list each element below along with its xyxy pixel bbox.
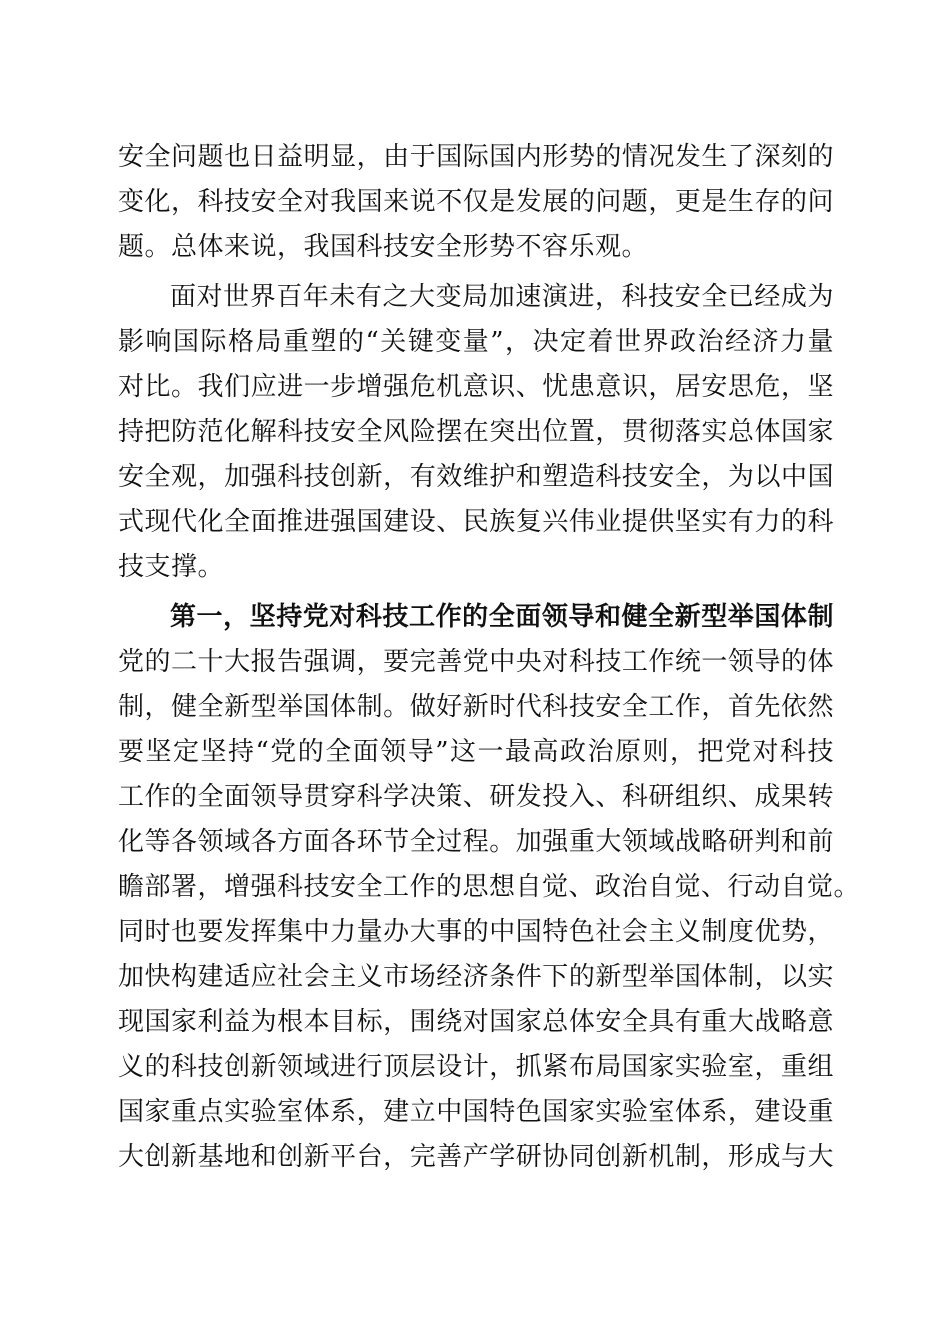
section-heading: 第一，坚持党对科技工作的全面领导和健全新型举国体制: [170, 602, 834, 632]
paragraph-line: 变化，科技安全对我国来说不仅是发展的问题，更是生存的问: [118, 187, 834, 217]
paragraph-line: 式现代化全面推进强国建设、民族复兴伟业提供坚实有力的科: [118, 507, 834, 537]
paragraph-line: 党的二十大报告强调，要完善党中央对科技工作统一领导的体: [118, 647, 834, 677]
paragraph-line: 化等各领域各方面各环节全过程。加强重大领域战略研判和前: [118, 827, 834, 857]
paragraph-line: 持把防范化解科技安全风险摆在突出位置，贯彻落实总体国家: [118, 417, 834, 447]
paragraph-line: 面对世界百年未有之大变局加速演进，科技安全已经成为: [170, 282, 834, 312]
paragraph-line: 加快构建适应社会主义市场经济条件下的新型举国体制，以实: [118, 962, 834, 992]
paragraph-line: 题。总体来说，我国科技安全形势不容乐观。: [118, 232, 649, 262]
paragraph-line: 制，健全新型举国体制。做好新时代科技安全工作，首先依然: [118, 692, 834, 722]
paragraph-line: 现国家利益为根本目标，围绕对国家总体安全具有重大战略意: [118, 1007, 834, 1037]
paragraph-line: 对比。我们应进一步增强危机意识、忧患意识，居安思危，坚: [118, 372, 834, 402]
paragraph-line: 国家重点实验室体系，建立中国特色国家实验室体系，建设重: [118, 1097, 834, 1127]
paragraph-line: 安全问题也日益明显，由于国际国内形势的情况发生了深刻的: [118, 142, 834, 172]
paragraph-line: 义的科技创新领域进行顶层设计，抓紧布局国家实验室，重组: [118, 1052, 834, 1082]
paragraph-line: 大创新基地和创新平台，完善产学研协同创新机制，形成与大: [118, 1142, 834, 1172]
paragraph-line: 安全观，加强科技创新，有效维护和塑造科技安全，为以中国: [118, 462, 834, 492]
paragraph-line: 瞻部署，增强科技安全工作的思想自觉、政治自觉、行动自觉。: [118, 872, 861, 902]
paragraph-line: 要坚定坚持“党的全面领导”这一最高政治原则，把党对科技: [118, 737, 834, 767]
paragraph-line: 影响国际格局重塑的“关键变量”，决定着世界政治经济力量: [118, 327, 834, 357]
paragraph-line: 技支撑。: [118, 552, 225, 582]
paragraph-line: 工作的全面领导贯穿科学决策、研发投入、科研组织、成果转: [118, 782, 834, 812]
paragraph-line: 同时也要发挥集中力量办大事的中国特色社会主义制度优势，: [118, 917, 834, 947]
